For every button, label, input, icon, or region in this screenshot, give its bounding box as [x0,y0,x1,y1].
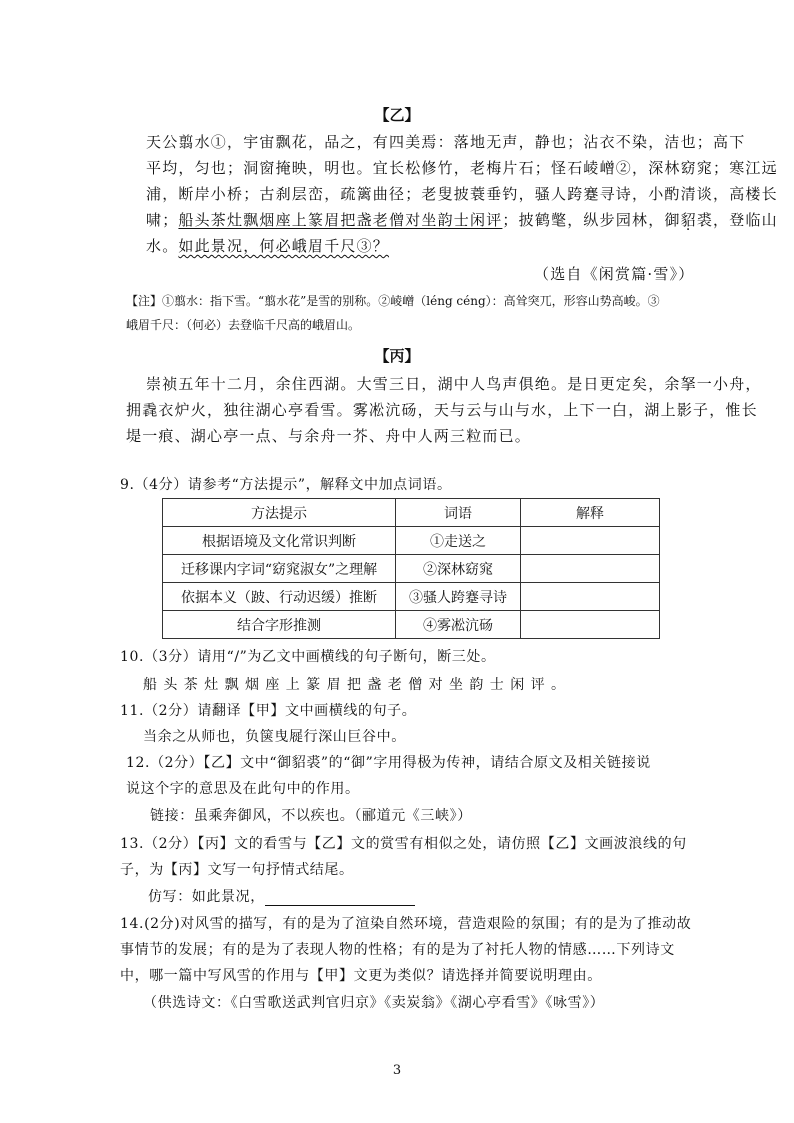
answer-blank[interactable] [265,891,415,906]
word-cell: ①走送之 [396,527,521,555]
bing-line-1: 崇祯五年十二月，余住西湖。大雪三日，湖中人鸟声俱绝。是日更定矣，余拏一小舟， [146,375,762,393]
method-cell: 根据语境及文化常识判断 [163,527,396,555]
yi-line-5: 水。如此景况，何必峨眉千尺③？ [146,237,390,255]
yi-source: （选自《闲赏篇·雪》） [534,265,695,283]
q14-line-3: 中，哪一篇中写风雪的作用与【甲】文更为类似？请选择并简要说明理由。 [120,968,602,984]
yi-note-2: 峨眉千尺：（何必）去登临千尺高的峨眉山。 [126,318,361,332]
q12-line-1: 12.（2分）【乙】文中“御貂裘”的“御”字用得极为传神，请结合原文及相关链接说 [126,755,651,771]
underlined-sentence: 船头茶灶飘烟座上篆眉把盏老僧对坐韵士闲评 [178,211,503,229]
explanation-cell[interactable] [521,583,660,611]
yi-line-1: 天公翦水①，宇宙飘花，品之，有四美焉：落地无声，静也；沾衣不染，洁也；高下 [146,133,746,151]
table-row [163,611,660,639]
section-title-bing: 【丙】 [374,347,420,365]
bing-line-2: 拥毳衣炉火，独往湖心亭看雪。雾凇沆砀，天与云与山与水，上下一白，湖上影子，惟长 [126,401,758,419]
explanation-cell[interactable] [521,555,660,583]
q10-stem: 10.（3分）请用“/”为乙文中画横线的句子断句，断三处。 [120,649,496,665]
q14-options: （供选诗文：《白雪歌送武判官归京》《卖炭翁》《湖心亭看雪》《咏雪》） [143,995,605,1011]
table-row [163,583,660,611]
method-cell: 结合字形推测 [163,611,396,639]
method-table [162,498,660,639]
section-title-yi: 【乙】 [374,106,420,124]
explanation-cell[interactable] [521,611,660,639]
q13-line-2: 子，为【丙】文写一句抒情式结尾。 [120,862,354,878]
q14-line-2: 事情节的发展；有的是为了表现人物的性格；有的是为了衬托人物的情感……下列诗文 [120,942,675,958]
method-cell: 迁移课内字词“窈窕淑女”之理解 [163,555,396,583]
table-row [163,527,660,555]
bing-line-3: 堤一痕、湖心亭一点、与余舟一芥、舟中人两三粒而已。 [126,427,532,445]
q12-link: 链接：虽乘奔御风，不以疾也。（郦道元《三峡》） [150,808,472,824]
q14-line-1: 14.(2分)对风雪的描写，有的是为了渲染自然环境，营造艰险的氛围；有的是为了推动故 [120,916,692,932]
yi-line-4: 啸；船头茶灶飘烟座上篆眉把盏老僧对坐韵士闲评；披鹤氅，纵步园林，御貂裘，登临山 [146,211,778,229]
word-cell: ③骚人跨蹇寻诗 [396,583,521,611]
q9-stem: 9.（4分）请参考“方法提示”，解释文中加点词语。 [120,477,452,493]
yi-note-1: 【注】①翦水：指下雪。“翦水花”是雪的别称。②崚嶒（léng céng）：高耸突兀，形容山势高峻。③ [126,294,660,308]
word-cell: ④雾凇沆砀 [396,611,521,639]
dotted-word-yu: 御貂裘 [664,211,714,229]
table-header-row [163,499,660,527]
header-method: 方法提示 [163,499,396,527]
yi-line-2: 平均，匀也；洞窗掩映，明也。宜长松修竹，老梅片石；怪石崚嶒②，深林窈窕；寒江远 [146,159,778,177]
q13-imitate: 仿写：如此景况， [148,886,415,906]
page-number: 3 [392,1063,402,1078]
word-cell: ②深林窈窕 [396,555,521,583]
table-row [163,555,660,583]
q11-sentence: 当余之从师也，负箧曳屣行深山巨谷中。 [143,729,406,745]
q13-line-1: 13.（2分）【丙】文的看雪与【乙】文的赏雪有相似之处，请仿照【乙】文画波浪线的句 [120,836,687,852]
bing-phrase: 雾凇沆砀 [352,401,418,419]
header-word: 词语 [396,499,521,527]
wavy-sentence: 如此景况，何必峨眉千尺③？ [178,237,390,255]
yi-line-3: 浦，断岸小桥；古刹层峦，疏篱曲径；老叟披蓑垂钓，骚人跨蹇寻诗，小酌清谈，高楼长 [146,185,778,203]
explanation-cell[interactable] [521,527,660,555]
q12-line-2: 说这个字的意思及在此句中的作用。 [126,781,360,797]
q11-stem: 11.（2分）请翻译【甲】文中画横线的句子。 [120,703,417,719]
header-explanation: 解释 [521,499,660,527]
q10-sentence: 船头茶灶飘烟座上篆眉把盏老僧对坐韵士闲评。 [143,677,572,693]
method-cell: 依据本义（跛、行动迟缓）推断 [163,583,396,611]
